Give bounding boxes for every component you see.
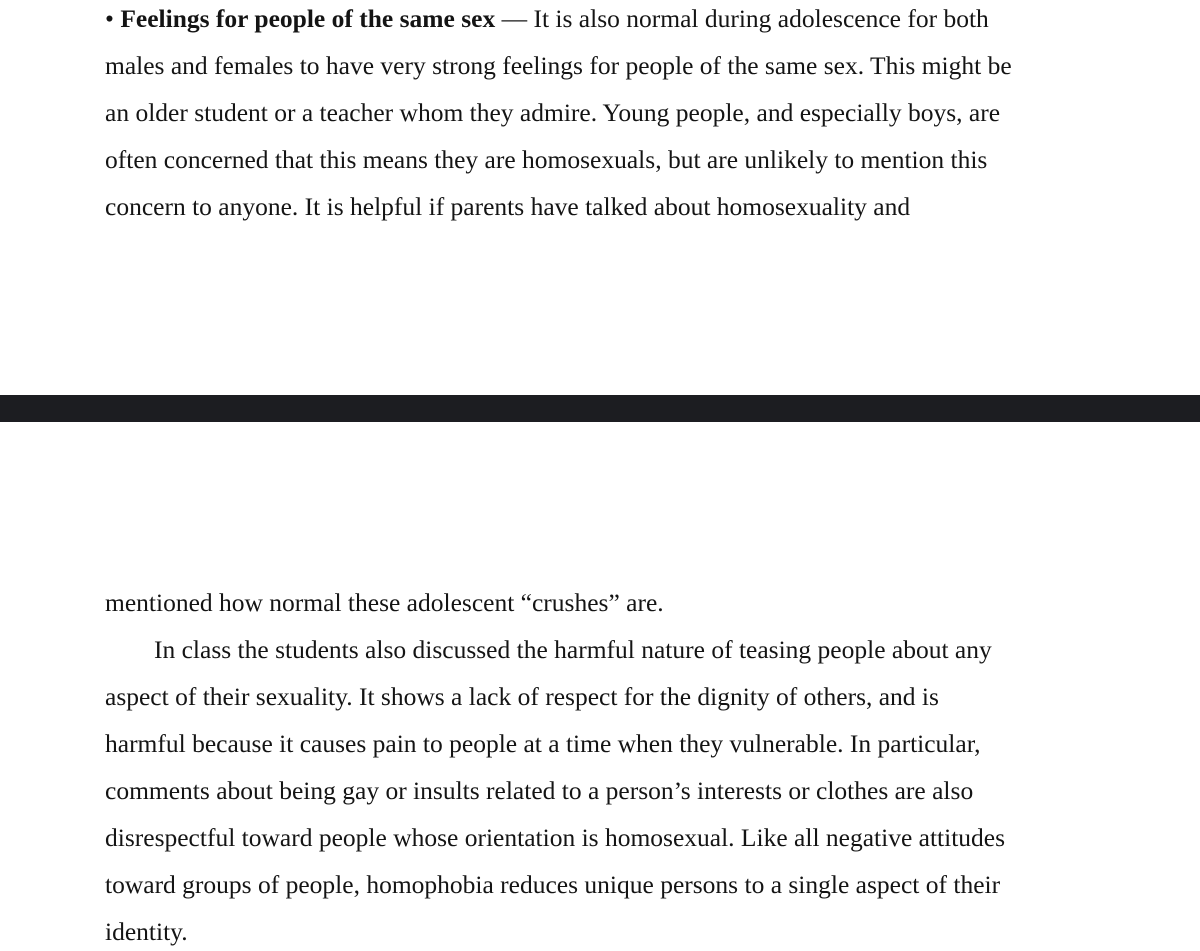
- text-line: comments about being gay or insults related to a person’s interests or clothes are also: [105, 776, 974, 805]
- text-line: an older student or a teacher whom they admire. Young people, and especially boys, are: [105, 98, 1001, 127]
- text-line: disrespectful toward people whose orientation is homosexual. Like all negative attitudes: [105, 823, 1006, 852]
- bullet-heading: Feelings for people of the same sex: [120, 4, 496, 33]
- text-line: harmful because it causes pain to people at a time when they vulnerable. In particular,: [105, 729, 981, 758]
- text-line: aspect of their sexuality. It shows a lack of respect for the dignity of others, and is: [105, 682, 939, 711]
- text-line: concern to anyone. It is helpful if parents have talked about homosexuality and: [105, 192, 911, 221]
- paragraph-first-line: In class the students also discussed the harmful nature of teasing people about any: [154, 635, 992, 664]
- text-line: mentioned how normal these adolescent “crushes” are.: [105, 588, 664, 617]
- bullet-paragraph-line-1: [105, 4, 989, 34]
- text-line: males and females to have very strong feelings for people of the same sex. This might be: [105, 51, 1012, 80]
- document-page-top: [0, 0, 1200, 395]
- bullet-glyph: •: [105, 4, 114, 33]
- page-break-separator: [0, 395, 1200, 422]
- document-page-bottom: [0, 422, 1200, 951]
- text-line: — It is also normal during adolescence for both: [501, 4, 989, 33]
- text-line: toward groups of people, homophobia reduces unique persons to a single aspect of their: [105, 870, 1001, 899]
- text-line: often concerned that this means they are homosexuals, but are unlikely to mention this: [105, 145, 988, 174]
- text-line: identity.: [105, 917, 188, 946]
